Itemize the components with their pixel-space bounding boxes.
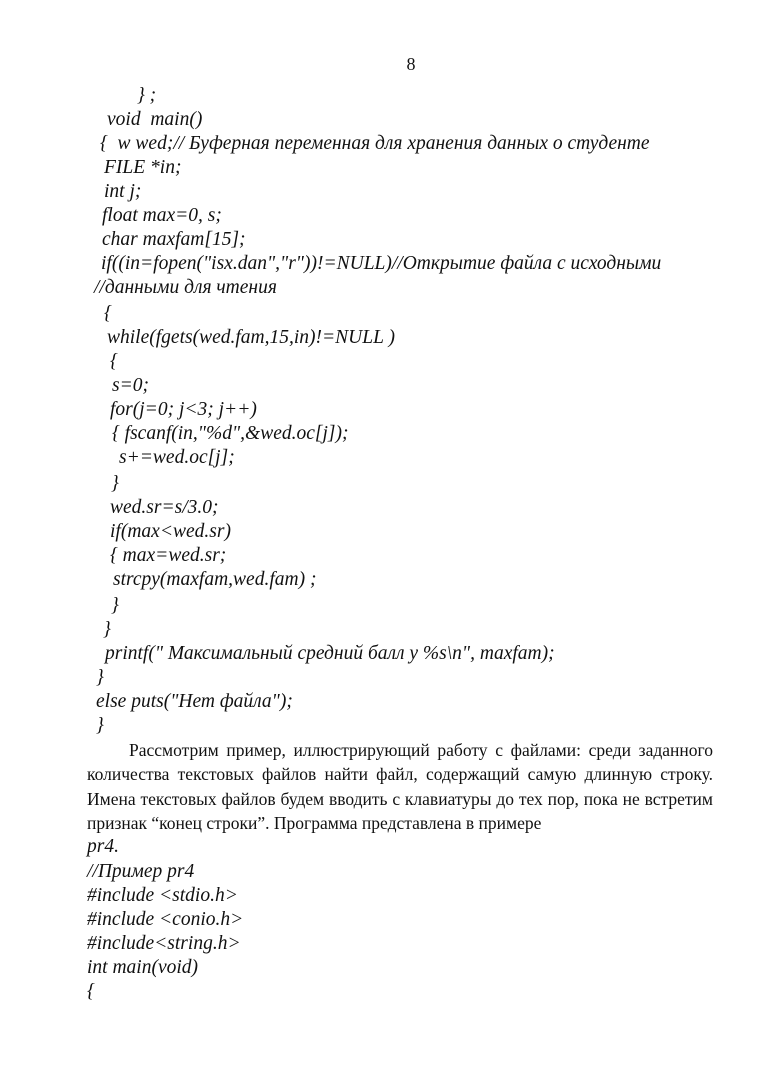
code-line: strcpy(maxfam,wed.fam) ; [113,569,317,590]
code-line: #include <stdio.h> [87,885,238,906]
body-paragraph: Рассмотрим пример, иллюстрирующий работу с файлами: среди заданного количества текстовых файлов найти файл, содержащий самую длинную строку. Имена текстовых файлов будем вводить с клавиатуры до тех пор, пока не встретим признак “конец строки”. Программа представлена в примере [87,740,713,833]
code-line: //Пример pr4 [87,861,195,882]
code-line: } ; [137,85,157,106]
code-line: s=0; [112,375,149,396]
code-line: else puts("Нет файла"); [96,691,293,712]
code-line: } [96,667,104,688]
code-line: if(max<wed.sr) [110,521,231,542]
code-line: int j; [104,181,142,202]
code-line: if((in=fopen("isx.dan","r"))!=NULL)//Открытие файла с исходными [101,253,662,274]
code-line: { [87,981,95,1002]
code-line: char maxfam[15]; [102,229,246,250]
code-line: while(fgets(wed.fam,15,in)!=NULL ) [107,327,395,348]
code-line: } [96,715,104,736]
code-line: FILE *in; [104,157,182,178]
code-line: s+=wed.oc[j]; [119,447,235,468]
code-line: float max=0, s; [102,205,222,226]
paragraph-tail: pr4. [87,836,119,857]
code-line: { fscanf(in,"%d",&wed.oc[j]); [112,423,349,444]
code-line: wed.sr=s/3.0; [110,497,219,518]
code-line: int main(void) [87,957,199,978]
code-line: { [110,351,118,372]
code-line: for(j=0; j<3; j++) [110,399,257,420]
code-line: #include <conio.h> [87,909,244,930]
page-number: 8 [406,54,416,74]
code-line: { max=wed.sr; [110,545,227,566]
code-line: } [111,473,119,494]
code-line: printf(" Максимальный средний балл у %s\n", maxfam); [105,643,555,664]
code-line: //данными для чтения [94,277,277,298]
code-line: void main() [107,109,203,130]
code-line: #include<string.h> [87,933,241,954]
code-line: } [103,619,111,640]
code-line: { w wed;// Буферная переменная для хранения данных о студенте [100,133,650,154]
code-line: } [111,595,119,616]
code-line: { [104,303,112,324]
